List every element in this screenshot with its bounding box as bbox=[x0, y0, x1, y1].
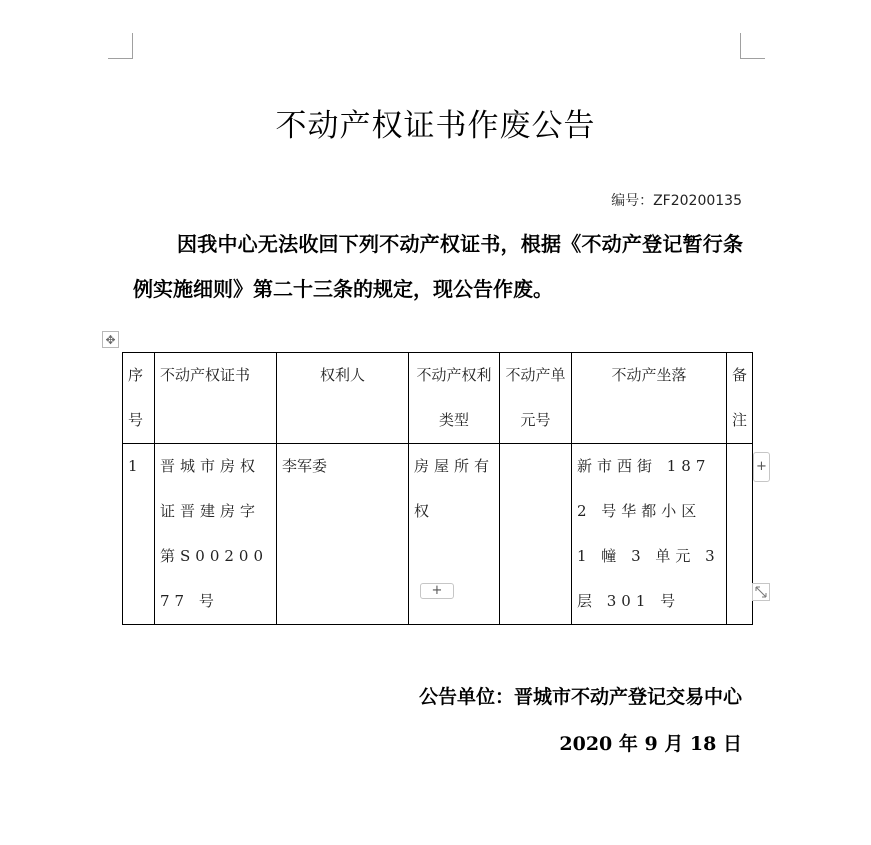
resize-arrows-icon bbox=[753, 584, 769, 600]
cell-unit-no[interactable] bbox=[500, 444, 572, 625]
cell-right-type[interactable]: 房屋所有权 bbox=[409, 444, 500, 625]
announcement-body: 因我中心无法收回下列不动产权证书，根据《不动产登记暂行条例实施细则》第二十三条的规定，现公告作废。 bbox=[133, 232, 743, 301]
header-unit-no: 不动产单元号 bbox=[500, 353, 572, 444]
header-location: 不动产坐落 bbox=[572, 353, 727, 444]
table-header-row bbox=[123, 353, 753, 444]
cell-location[interactable]: 新市西街 1872 号华都小区 1 幢 3 单元 3 层 301 号 bbox=[572, 444, 727, 625]
header-owner: 权利人 bbox=[277, 353, 409, 444]
cell-owner[interactable]: 李军委 bbox=[277, 444, 409, 625]
crop-mark-top-right bbox=[740, 33, 741, 58]
cell-certificate[interactable]: 晋城市房权证晋建房字第S0020077 号 bbox=[155, 444, 277, 625]
document-number: 编号：ZF20200135 bbox=[611, 193, 742, 209]
header-remark: 备注 bbox=[727, 353, 753, 444]
document-title: 不动产权证书作废公告 bbox=[275, 108, 596, 144]
add-column-button[interactable]: + bbox=[753, 452, 770, 482]
crop-mark-top-left bbox=[132, 33, 133, 58]
issue-date: 2020 年 9 月 18 日 bbox=[559, 733, 742, 755]
crop-mark-top-left-h bbox=[108, 58, 133, 59]
crop-mark-top-right-h bbox=[740, 58, 765, 59]
issuing-unit: 公告单位：晋城市不动产登记交易中心 bbox=[418, 686, 742, 708]
cell-remark[interactable] bbox=[727, 444, 753, 625]
add-row-button[interactable]: + bbox=[420, 583, 454, 599]
header-no: 序号 bbox=[123, 353, 155, 444]
cell-no[interactable]: 1 bbox=[123, 444, 155, 625]
header-right-type: 不动产权利类型 bbox=[409, 353, 500, 444]
header-certificate: 不动产权证书 bbox=[155, 353, 277, 444]
table-resize-handle-icon[interactable] bbox=[752, 583, 770, 601]
table-move-handle-icon[interactable]: ✥ bbox=[102, 331, 119, 348]
